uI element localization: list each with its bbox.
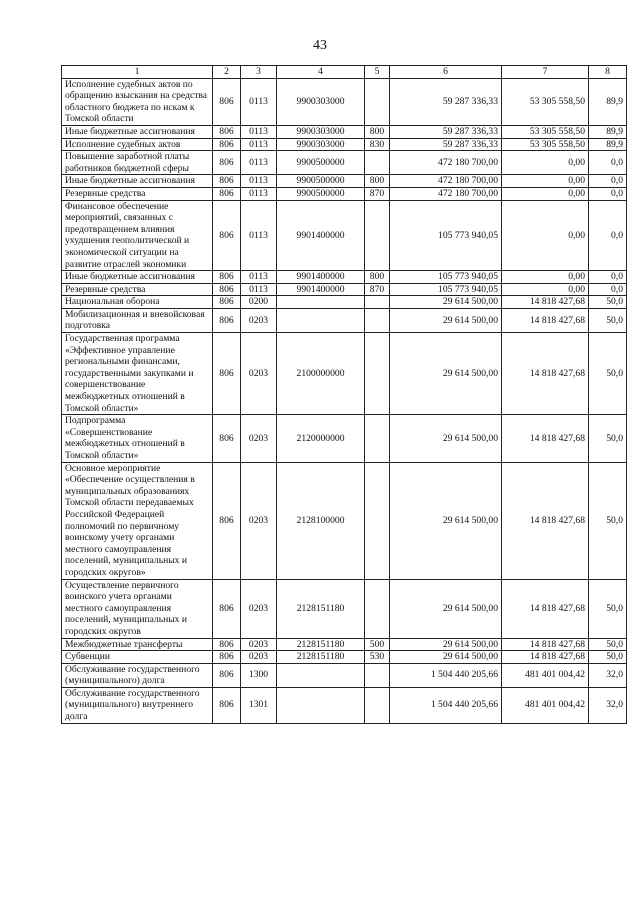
row-name-cell: Мобилизационная и вневойсковая подготовка (62, 308, 213, 332)
grbs-code-cell: 806 (213, 333, 241, 415)
grbs-code-cell: 806 (213, 296, 241, 309)
expense-type-cell: 870 (365, 283, 390, 296)
header-cell: 2 (213, 66, 241, 79)
header-cell: 1 (62, 66, 213, 79)
plan-amount-cell: 59 287 336,33 (390, 138, 502, 151)
target-article-cell: 9901400000 (277, 271, 365, 284)
plan-amount-cell: 29 614 500,00 (390, 296, 502, 309)
executed-amount-cell: 481 401 004,42 (502, 687, 589, 723)
execution-percent-cell: 50,0 (589, 651, 627, 664)
expense-type-cell: 500 (365, 638, 390, 651)
table-row (62, 78, 627, 125)
expense-type-cell: 800 (365, 271, 390, 284)
target-article-cell (277, 687, 365, 723)
section-code-cell: 0113 (241, 138, 277, 151)
section-code-cell: 1300 (241, 663, 277, 687)
plan-amount-cell: 105 773 940,05 (390, 271, 502, 284)
table-row (62, 151, 627, 175)
execution-percent-cell: 0,0 (589, 200, 627, 271)
grbs-code-cell: 806 (213, 175, 241, 188)
grbs-code-cell: 806 (213, 271, 241, 284)
target-article-cell: 9900303000 (277, 78, 365, 125)
row-name-cell: Повышение заработной платы работников бюджетной сферы (62, 151, 213, 175)
grbs-code-cell: 806 (213, 663, 241, 687)
execution-percent-cell: 50,0 (589, 462, 627, 579)
execution-percent-cell: 0,0 (589, 187, 627, 200)
execution-percent-cell: 50,0 (589, 579, 627, 638)
target-article-cell: 2128100000 (277, 462, 365, 579)
row-name-cell: Государственная программа «Эффективное управление региональными финансами, государственными закупками и совершенствование межбюджетных отношений в Томской области» (62, 333, 213, 415)
row-name-cell: Обслуживание государственного (муниципального) внутреннего долга (62, 687, 213, 723)
table-body (62, 78, 627, 723)
section-code-cell: 0203 (241, 333, 277, 415)
grbs-code-cell: 806 (213, 308, 241, 332)
section-code-cell: 0113 (241, 78, 277, 125)
execution-percent-cell: 50,0 (589, 296, 627, 309)
expense-type-cell (365, 663, 390, 687)
table-row (62, 462, 627, 579)
table-row (62, 200, 627, 271)
table-row (62, 175, 627, 188)
row-name-cell: Основное мероприятие «Обеспечение осуществления в муниципальных образованиях Томской области передаваемых Российской Федерацией полномочий по первичному воинскому учету органами местного самоуправления поселений, муниципальных и городских округов» (62, 462, 213, 579)
target-article-cell: 9900303000 (277, 125, 365, 138)
execution-percent-cell: 89,9 (589, 138, 627, 151)
table-row (62, 663, 627, 687)
grbs-code-cell: 806 (213, 187, 241, 200)
executed-amount-cell: 14 818 427,68 (502, 462, 589, 579)
target-article-cell (277, 308, 365, 332)
row-name-cell: Иные бюджетные ассигнования (62, 125, 213, 138)
grbs-code-cell: 806 (213, 200, 241, 271)
plan-amount-cell: 59 287 336,33 (390, 78, 502, 125)
row-name-cell: Осуществление первичного воинского учета органами местного самоуправления поселений, муниципальных и городских округов (62, 579, 213, 638)
executed-amount-cell: 14 818 427,68 (502, 296, 589, 309)
executed-amount-cell: 14 818 427,68 (502, 638, 589, 651)
row-name-cell: Обслуживание государственного (муниципального) долга (62, 663, 213, 687)
row-name-cell: Исполнение судебных актов по обращению взыскания на средства областного бюджета по искам к Томской области (62, 78, 213, 125)
plan-amount-cell: 472 180 700,00 (390, 175, 502, 188)
plan-amount-cell: 29 614 500,00 (390, 579, 502, 638)
grbs-code-cell: 806 (213, 462, 241, 579)
row-name-cell: Иные бюджетные ассигнования (62, 271, 213, 284)
plan-amount-cell: 29 614 500,00 (390, 638, 502, 651)
row-name-cell: Финансовое обеспечение мероприятий, связанных с предотвращением влияния ухудшения геополитической и экономической ситуации на развитие отраслей экономики (62, 200, 213, 271)
row-name-cell: Резервные средства (62, 283, 213, 296)
row-name-cell: Подпрограмма «Совершенствование межбюджетных отношений в Томской области» (62, 415, 213, 462)
executed-amount-cell: 0,00 (502, 271, 589, 284)
target-article-cell: 9900500000 (277, 151, 365, 175)
executed-amount-cell: 0,00 (502, 283, 589, 296)
plan-amount-cell: 105 773 940,05 (390, 283, 502, 296)
section-code-cell: 0113 (241, 151, 277, 175)
grbs-code-cell: 806 (213, 125, 241, 138)
row-name-cell: Резервные средства (62, 187, 213, 200)
plan-amount-cell: 1 504 440 205,66 (390, 687, 502, 723)
header-cell: 5 (365, 66, 390, 79)
expense-type-cell (365, 296, 390, 309)
target-article-cell: 2128151180 (277, 579, 365, 638)
section-code-cell: 0113 (241, 200, 277, 271)
table-row (62, 687, 627, 723)
plan-amount-cell: 1 504 440 205,66 (390, 663, 502, 687)
executed-amount-cell: 53 305 558,50 (502, 78, 589, 125)
section-code-cell: 0113 (241, 175, 277, 188)
execution-percent-cell: 89,9 (589, 125, 627, 138)
row-name-cell: Исполнение судебных актов (62, 138, 213, 151)
row-name-cell: Субвенции (62, 651, 213, 664)
table-row (62, 283, 627, 296)
plan-amount-cell: 29 614 500,00 (390, 415, 502, 462)
execution-percent-cell: 0,0 (589, 175, 627, 188)
section-code-cell: 0203 (241, 579, 277, 638)
table-row (62, 638, 627, 651)
expense-type-cell (365, 308, 390, 332)
executed-amount-cell: 14 818 427,68 (502, 415, 589, 462)
expense-type-cell (365, 687, 390, 723)
table-row (62, 333, 627, 415)
expense-type-cell (365, 333, 390, 415)
expense-type-cell (365, 78, 390, 125)
execution-percent-cell: 32,0 (589, 687, 627, 723)
table-row (62, 138, 627, 151)
target-article-cell: 9900500000 (277, 175, 365, 188)
row-name-cell: Иные бюджетные ассигнования (62, 175, 213, 188)
header-cell: 3 (241, 66, 277, 79)
section-code-cell: 0113 (241, 125, 277, 138)
execution-percent-cell: 0,0 (589, 271, 627, 284)
expense-type-cell: 800 (365, 125, 390, 138)
section-code-cell: 0203 (241, 415, 277, 462)
executed-amount-cell: 14 818 427,68 (502, 579, 589, 638)
section-code-cell: 0113 (241, 271, 277, 284)
table-row (62, 271, 627, 284)
section-code-cell: 0200 (241, 296, 277, 309)
expense-type-cell (365, 579, 390, 638)
execution-percent-cell: 50,0 (589, 308, 627, 332)
target-article-cell: 2120000000 (277, 415, 365, 462)
executed-amount-cell: 0,00 (502, 187, 589, 200)
section-code-cell: 0113 (241, 187, 277, 200)
execution-percent-cell: 32,0 (589, 663, 627, 687)
execution-percent-cell: 50,0 (589, 638, 627, 651)
table-row (62, 187, 627, 200)
header-cell: 6 (390, 66, 502, 79)
target-article-cell: 2100000000 (277, 333, 365, 415)
expense-type-cell (365, 415, 390, 462)
target-article-cell: 2128151180 (277, 638, 365, 651)
table-row (62, 415, 627, 462)
expense-type-cell: 530 (365, 651, 390, 664)
plan-amount-cell: 59 287 336,33 (390, 125, 502, 138)
grbs-code-cell: 806 (213, 651, 241, 664)
target-article-cell: 9901400000 (277, 200, 365, 271)
execution-percent-cell: 89,9 (589, 78, 627, 125)
grbs-code-cell: 806 (213, 283, 241, 296)
expense-type-cell: 800 (365, 175, 390, 188)
plan-amount-cell: 29 614 500,00 (390, 462, 502, 579)
grbs-code-cell: 806 (213, 415, 241, 462)
executed-amount-cell: 53 305 558,50 (502, 125, 589, 138)
table-row (62, 296, 627, 309)
executed-amount-cell: 53 305 558,50 (502, 138, 589, 151)
grbs-code-cell: 806 (213, 579, 241, 638)
executed-amount-cell: 0,00 (502, 175, 589, 188)
executed-amount-cell: 0,00 (502, 151, 589, 175)
target-article-cell: 2128151180 (277, 651, 365, 664)
row-name-cell: Межбюджетные трансферты (62, 638, 213, 651)
execution-percent-cell: 50,0 (589, 415, 627, 462)
executed-amount-cell: 481 401 004,42 (502, 663, 589, 687)
header-cell: 4 (277, 66, 365, 79)
table-row (62, 579, 627, 638)
grbs-code-cell: 806 (213, 687, 241, 723)
header-cell: 8 (589, 66, 627, 79)
table-row (62, 651, 627, 664)
target-article-cell: 9901400000 (277, 283, 365, 296)
executed-amount-cell: 0,00 (502, 200, 589, 271)
section-code-cell: 0203 (241, 462, 277, 579)
grbs-code-cell: 806 (213, 138, 241, 151)
plan-amount-cell: 472 180 700,00 (390, 151, 502, 175)
target-article-cell: 9900303000 (277, 138, 365, 151)
grbs-code-cell: 806 (213, 638, 241, 651)
section-code-cell: 0203 (241, 308, 277, 332)
executed-amount-cell: 14 818 427,68 (502, 333, 589, 415)
target-article-cell (277, 296, 365, 309)
section-code-cell: 0203 (241, 638, 277, 651)
plan-amount-cell: 29 614 500,00 (390, 333, 502, 415)
plan-amount-cell: 472 180 700,00 (390, 187, 502, 200)
execution-percent-cell: 0,0 (589, 283, 627, 296)
plan-amount-cell: 29 614 500,00 (390, 651, 502, 664)
expense-type-cell (365, 151, 390, 175)
expense-type-cell: 870 (365, 187, 390, 200)
target-article-cell (277, 663, 365, 687)
plan-amount-cell: 105 773 940,05 (390, 200, 502, 271)
table-header-row (62, 66, 627, 79)
table-row (62, 308, 627, 332)
table-row (62, 125, 627, 138)
expense-type-cell (365, 200, 390, 271)
target-article-cell: 9900500000 (277, 187, 365, 200)
row-name-cell: Национальная оборона (62, 296, 213, 309)
budget-table (61, 65, 627, 724)
executed-amount-cell: 14 818 427,68 (502, 308, 589, 332)
expense-type-cell: 830 (365, 138, 390, 151)
execution-percent-cell: 50,0 (589, 333, 627, 415)
expense-type-cell (365, 462, 390, 579)
grbs-code-cell: 806 (213, 151, 241, 175)
header-cell: 7 (502, 66, 589, 79)
page-number: 43 (313, 38, 327, 53)
execution-percent-cell: 0,0 (589, 151, 627, 175)
executed-amount-cell: 14 818 427,68 (502, 651, 589, 664)
section-code-cell: 1301 (241, 687, 277, 723)
grbs-code-cell: 806 (213, 78, 241, 125)
section-code-cell: 0113 (241, 283, 277, 296)
plan-amount-cell: 29 614 500,00 (390, 308, 502, 332)
section-code-cell: 0203 (241, 651, 277, 664)
